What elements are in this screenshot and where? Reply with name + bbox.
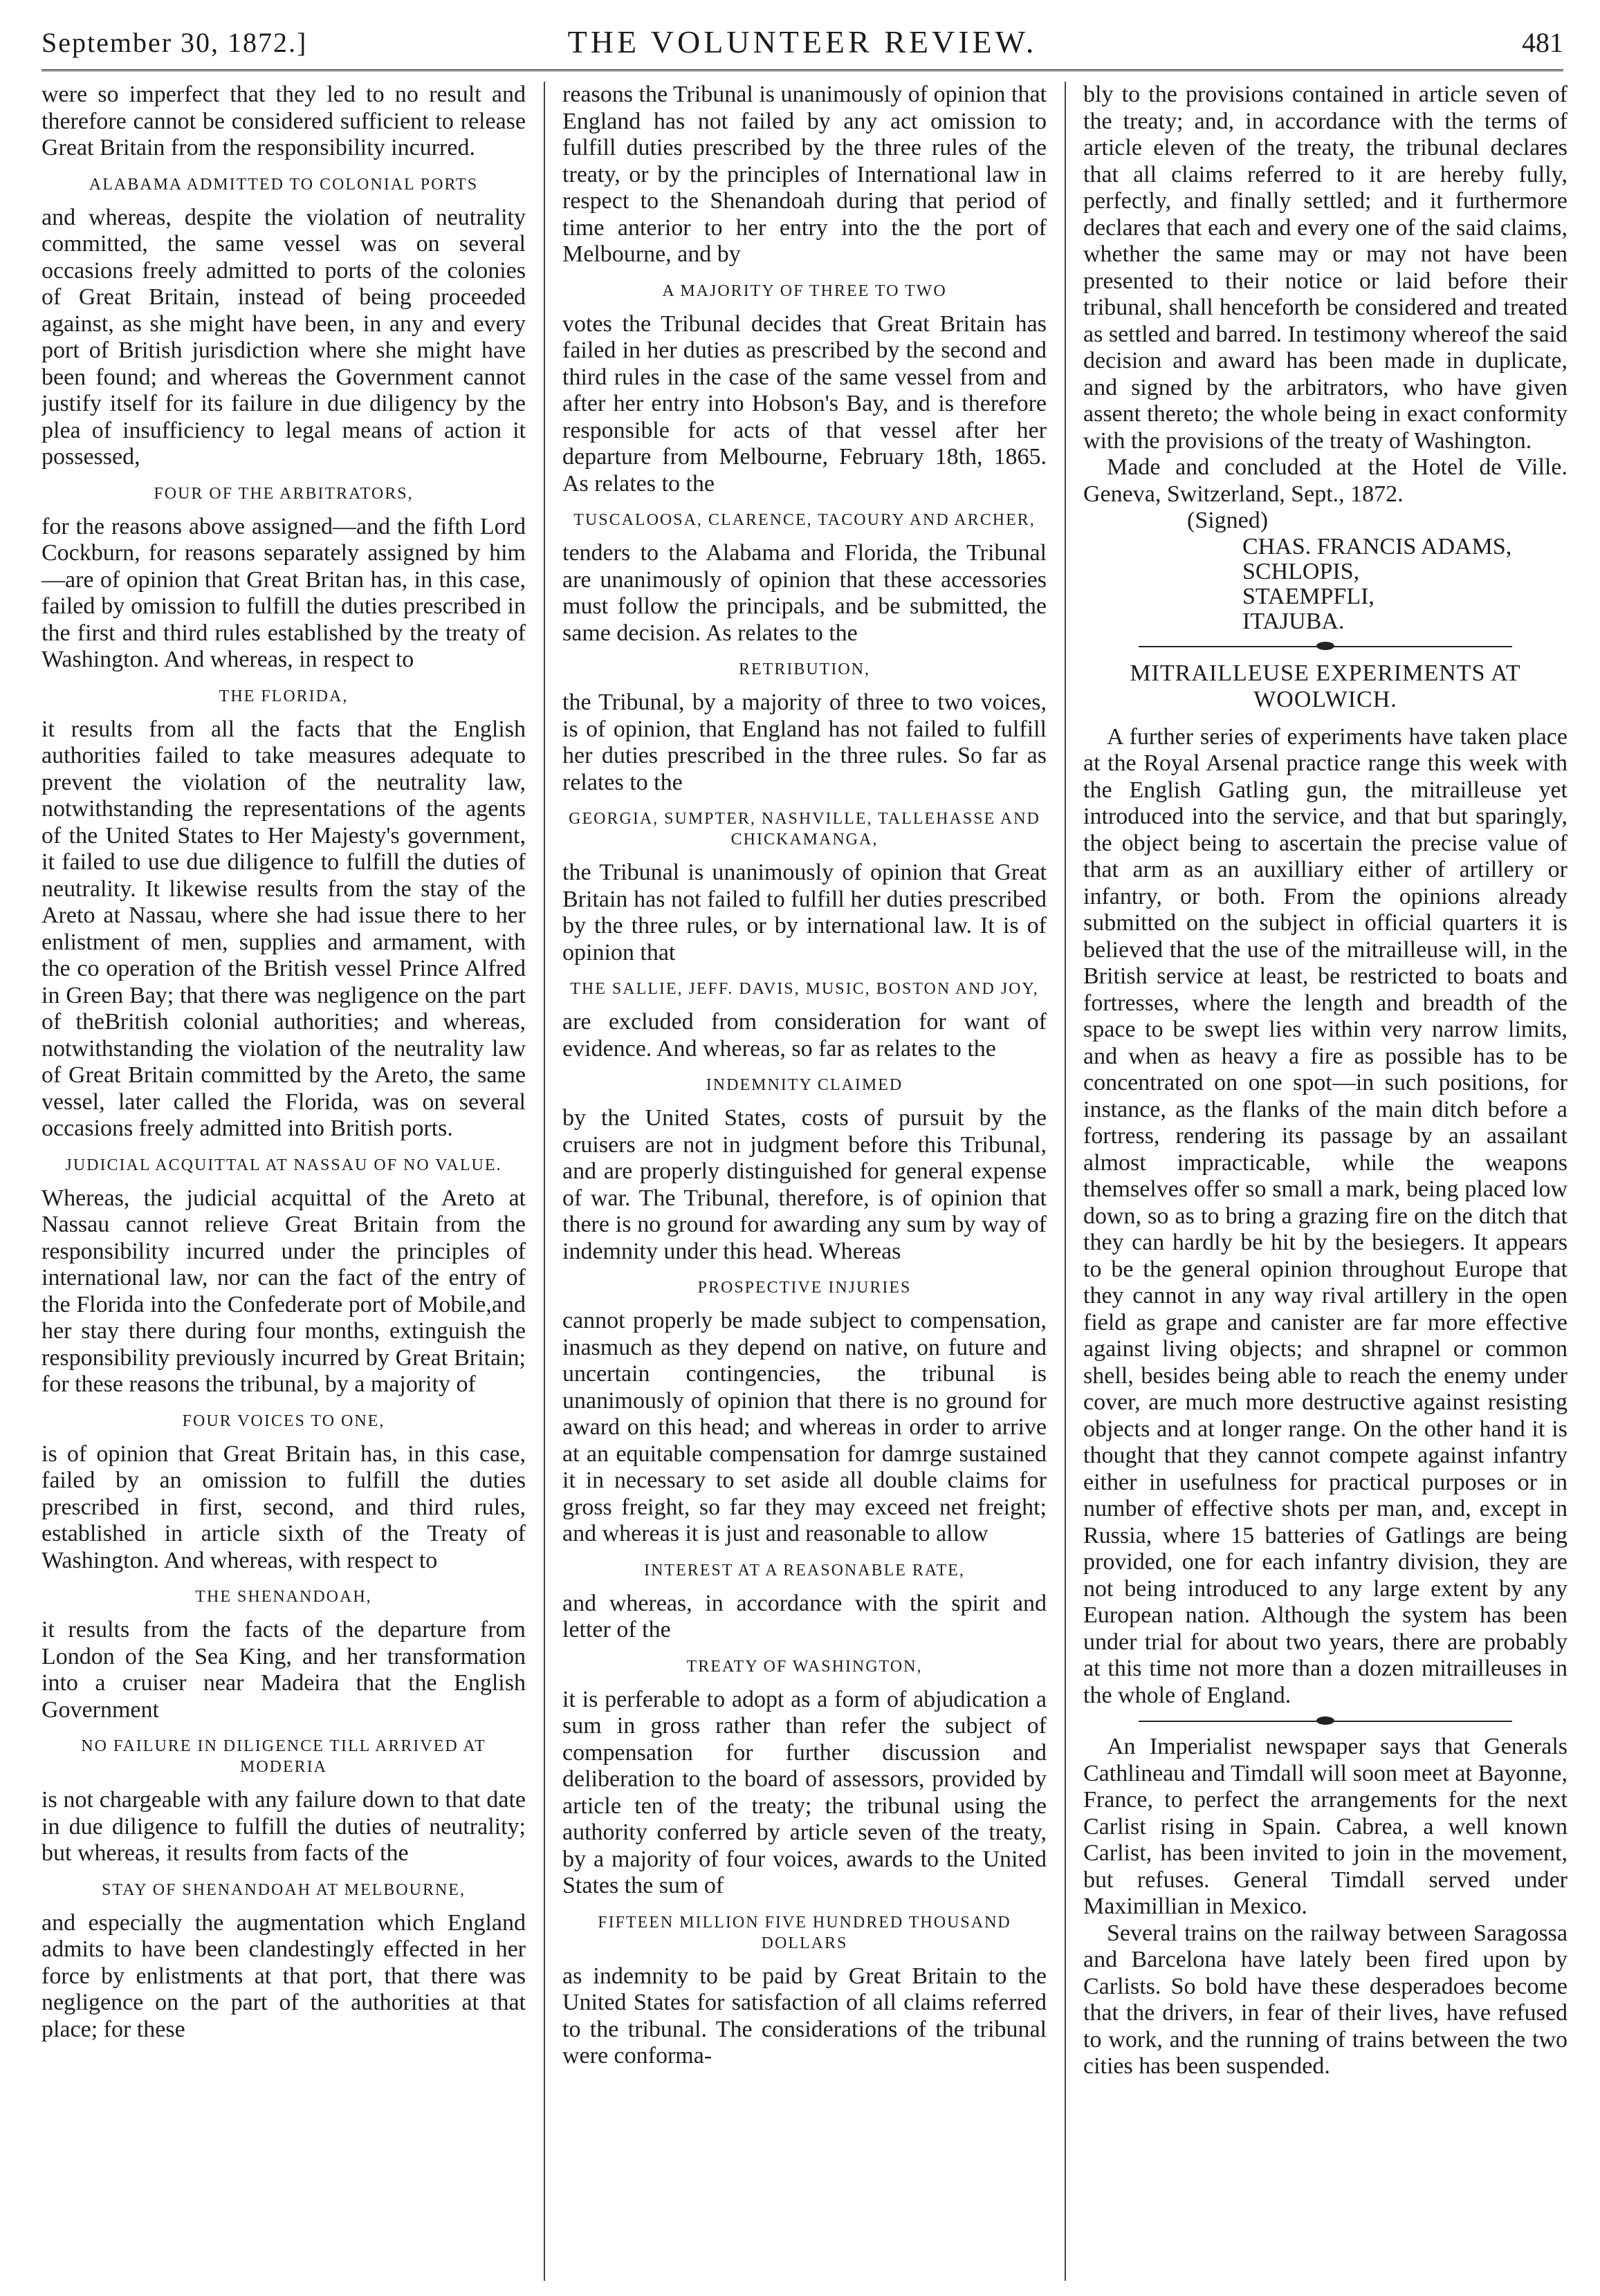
column-rule: [1065, 82, 1066, 2281]
paragraph: is not chargeable with any failure down to that date in due diligence to fulfill the duties of neutrality; but whereas, it results from facts of the: [42, 1787, 526, 1866]
paragraph: for the reasons above assigned—and the fifth Lord Cockburn, for reasons separately assigned by him—are of opinion that Great Britan has, in this case, failed by omission to fulfill the duties prescribed in the first and third rules established by the treaty of Washington. And whereas, in respect to: [42, 513, 526, 672]
subheading: JUDICIAL ACQUITTAL AT NASSAU OF NO VALUE.: [65, 1156, 502, 1174]
signatory: ITAJUBA.: [1242, 608, 1345, 634]
signatory: CHAS. FRANCIS ADAMS,: [1242, 533, 1512, 559]
subheading: FOUR OF THE ARBITRATORS,: [154, 484, 414, 503]
paragraph: are excluded from consideration for want of evidence. And whereas, so far as relates to the: [562, 1009, 1047, 1062]
paragraph: votes the Tribunal decides that Great Britain has failed in her duties as prescribed by the second and third rules in the case of the same vessel from and after her entry into Hobson's Bay, and is therefore responsible for acts of that vessel after her departure from Melbourne, February 18th, 1865. As relates to the: [562, 311, 1047, 497]
subheading: GEORGIA, SUMPTER, NASHVILLE, TALLEHASSE AND CHICKAMANGA,: [569, 810, 1040, 849]
paragraph: it results from the facts of the departure from London of the Sea King, and her transformation into a cruiser near Madeira that the English Government: [42, 1617, 526, 1723]
subheading: PROSPECTIVE INJURIES: [697, 1279, 912, 1297]
paragraph: as indemnity to be paid by Great Britain to the United States for satisfaction of all claims referred to the tribunal. The considerations of the tribunal were conforma-: [562, 1963, 1047, 2068]
paragraph: by the United States, costs of pursuit by the cruisers are not in judgment before this Tribunal, and are properly distinguished for general expense of war. The Tribunal, therefore, is of opinion that there is no ground for awarding any sum by way of indemnity under this head. Whereas: [562, 1105, 1047, 1264]
subheading: ALABAMA ADMITTED TO COLONIAL PORTS: [89, 175, 479, 194]
signed-label: (Signed): [1187, 508, 1269, 533]
paragraph: the Tribunal is unanimously of opinion that Great Britain has not failed to fulfill her duties prescribed by the three rules, or by international law. It is of opinion that: [562, 860, 1047, 965]
subheading: RETRIBUTION,: [739, 660, 870, 678]
subheading: THE SALLIE, JEFF. DAVIS, MUSIC, BOSTON AND JOY,: [570, 980, 1039, 998]
subheading: TUSCALOOSA, CLARENCE, TACOURY AND ARCHER,: [573, 511, 1036, 529]
column-1: [42, 82, 526, 2281]
paragraph: A further series of experiments have taken place at the Royal Arsenal practice range this week with the English Gatling gun, the mitrailleuse yet introduced into the service, and that but sparingly, the object being to ascertain the precise value of that arm as an auxilliary either of artillery or infantry, or both. From the opinions already submitted on the subject in official quarters it is believed that the use of the mitrailleuse will, in the British service at least, be restricted to boats and fortresses, where the length and breadth of the space to be swept lies within very narrow limits, and when as heavy a fire as possible has to be concentrated on one spot—in such positions, for instance, as the flanks of the main ditch before a fortress, rendering its passage by an assailant almost impracticable, while the weapons themselves offer so small a mark, being placed low down, so as to bring a grazing fire on the ditch that they can hardly be hit by the besiegers. It appears to be the general opinion throughout Europe that they cannot in any way rival artillery in the open field as grape and canister are far more effective against living objects; and shrapnel or common shell, besides being able to reach the enemy under cover, are much more destructive against resisting objects and at longer range. On the other hand it is thought that they cannot compete against infantry either in usefulness for practical purposes or in number of effective shots per man, and, except in Russia, where 15 batteries of Gatlings are being provided, one for each infantry division, they are not being introduced to any large extent by any European nation. Although the system has been under trial for about two years, there are probably at this time not more than a dozen mitrailleuses in the whole of England.: [1083, 723, 1567, 1708]
publication-title: THE VOLUNTEER REVIEW.: [567, 24, 1038, 59]
subheading: FOUR VOICES TO ONE,: [182, 1411, 385, 1430]
paragraph: reasons the Tribunal is unanimously of opinion that England has not failed by any act omission to fulfill duties prescribed by the three rules of the treaty, or by the principles of International law in respect to the Shenandoah during that period of time anterior to her entry into the the port of Melbourne, and by: [562, 82, 1047, 267]
paragraph: Several trains on the railway between Saragossa and Barcelona have lately been fired upon by Carlists. So bold have these desperadoes become that the drivers, in fear of their lives, have refused to work, and the running of trains between the two cities has been suspended.: [1083, 1920, 1567, 2079]
section-divider: [1139, 640, 1512, 654]
paragraph: tenders to the Alabama and Florida, the Tribunal are unanimously of opinion that these accessories must follow the principals, and be submitted, the same decision. As relates to the: [562, 540, 1047, 646]
subheading: FIFTEEN MILLION FIVE HUNDRED THOUSAND DOLLARS: [598, 1913, 1011, 1952]
paragraph: Whereas, the judicial acquittal of the Areto at Nassau cannot relieve Great Britain from the responsibility incurred under the principles of international law, nor can the fact of the entry of the Florida into the Confederate port of Mobile,and her stay there during four months, extinguish the responsibility previously incurred by Great Britain; for these reasons the tribunal, by a majority of: [42, 1185, 526, 1397]
signatory: STAEMPFLI,: [1242, 583, 1374, 609]
paragraph: is of opinion that Great Britain has, in this case, failed by an omission to fulfill the duties prescribed in first, second, and third rules, established in article sixth of the Treaty of Washington. And whereas, with respect to: [42, 1441, 526, 1573]
paragraph: and especially the augmentation which England admits to have been clandestingly effected in her force by enlistments at that port, that there was negligence on the part of the authorities at that place; for these: [42, 1909, 526, 2042]
paragraph: it results from all the facts that the English authorities failed to take measures adequate to prevent the violation of the neutrality law, notwithstanding the representations of the agents of the United States to Her Majesty's government, it failed to use due diligence to fulfill the duties of neutrality. It likewise results from the stay of the Areto at Nassau, where she had issue there to her enlistment of men, supplies and armament, with the co operation of the British vessel Prince Alfred in Green Bay; that there was negligence on the part of theBritish colonial authorities; and whereas, notwithstanding the violation of the neutrality law of Great Britain committed by the Areto, the same vessel, later called the Florida, was on several occasions freely admitted into British ports.: [42, 716, 526, 1141]
paragraph: and whereas, despite the violation of neutrality committed, the same vessel was on several occasions freely admitted to ports of the colonies of Great Britain, instead of being proceeded against, as she might have been, in any and every port of British jurisdiction where she might have been found; and whereas the Government cannot justify itself for its failure in due diligency by the plea of insufficiency to legal means of action it possessed,: [42, 204, 526, 470]
column-rule: [544, 82, 545, 2281]
paragraph: An Imperialist newspaper says that Generals Cathlineau and Timdall will soon meet at Bayonne, France, to perfect the arrangements for the next Carlist rising in Spain. Cabrea, a well known Carlist, has been invited to join in the movement, but refuses. General Timdall served under Maximillian in Mexico.: [1083, 1734, 1567, 1919]
section-divider: [1139, 1714, 1512, 1728]
subheading: THE FLORIDA,: [219, 687, 349, 705]
subheading: TREATY OF WASHINGTON,: [686, 1657, 923, 1676]
subheading: STAY OF SHENANDOAH AT MELBOURNE,: [102, 1880, 466, 1899]
subheading: INTEREST AT A REASONABLE RATE,: [644, 1561, 965, 1580]
paragraph: cannot properly be made subject to compensation, inasmuch as they depend on native, on future and uncertain contingencies, the tribunal is unanimously of opinion that there is no ground for award on this head; and whereas in order to arrive at an equitable compensation for damrge sustained it in necessary to set aside all double claims for gross freight, so far they may exceed net freight; and whereas it is just and reasonable to allow: [562, 1308, 1047, 1546]
column-3: [1083, 82, 1567, 2281]
paragraph: were so imperfect that they led to no result and therefore cannot be considered sufficient to release Great Britain from the responsibility incurred.: [42, 82, 526, 160]
subheading: INDEMNITY CLAIMED: [706, 1076, 903, 1094]
paragraph: the Tribunal, by a majority of three to two voices, is of opinion, that England has not failed to fulfill her duties prescribed in the three rules. So far as relates to the: [562, 689, 1047, 795]
subheading: THE SHENANDOAH,: [195, 1588, 372, 1606]
paragraph: Made and concluded at the Hotel de Ville. Geneva, Switzerland, Sept., 1872.: [1083, 454, 1567, 507]
issue-date: September 30, 1872.]: [42, 27, 308, 58]
paragraph: and whereas, in accordance with the spirit and letter of the: [562, 1590, 1047, 1642]
page-number: 481: [1522, 27, 1563, 58]
subheading: NO FAILURE IN DILIGENCE TILL ARRIVED AT MODERIA: [81, 1737, 486, 1776]
column-2: [562, 82, 1047, 2281]
page-header: [42, 21, 1563, 71]
signatory: SCHLOPIS,: [1242, 558, 1360, 584]
paragraph: bly to the provisions contained in article seven of the treaty; and, in accordance with the terms of article eleven of the treaty, the tribunal declares that all claims referred to it are hereby fully, perfectly, and finally settled; and it furthermore declares that each and every one of the said claims, whether the same may or may not have been presented to their notice or laid before their tribunal, shall henceforth be considered and treated as settled and barred. In testimony whereof the said decision and award has been made in duplicate, and signed by the arbitrators, who have given assent thereto; the whole being in exact conformity with the provisions of the treaty of Washington.: [1083, 82, 1567, 454]
subheading: A MAJORITY OF THREE TO TWO: [662, 281, 947, 300]
article-title: MITRAILLEUSE EXPERIMENTS AT WOOLWICH.: [1130, 660, 1521, 712]
paragraph: it is perferable to adopt as a form of abjudication a sum in gross rather than refer the subject of compensation for further discussion and deliberation to the board of assessors, provided by article ten of the treaty; the tribunal using the authority conferred by article seven of the treaty, by a majority of four voices, awards to the United States the sum of: [562, 1686, 1047, 1898]
